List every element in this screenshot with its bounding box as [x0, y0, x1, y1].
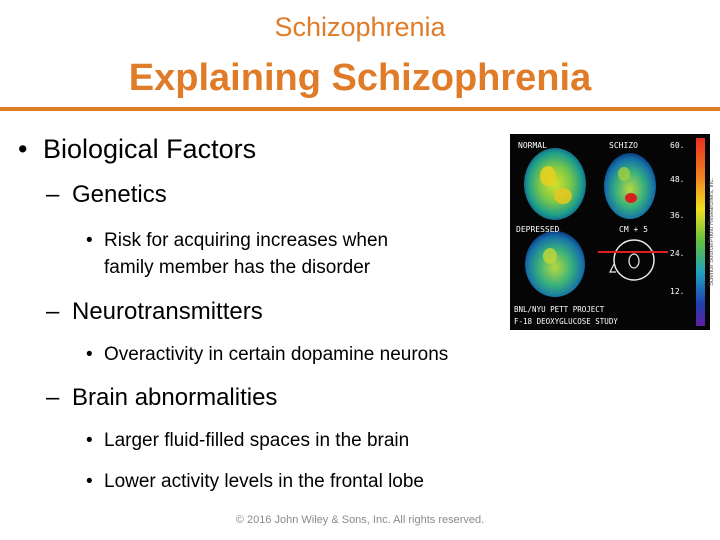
color-scale-bar — [696, 138, 705, 326]
brain-scan-schizo — [604, 153, 656, 219]
activity-spot — [543, 248, 557, 264]
activity-spot — [618, 167, 630, 181]
project-line-2: F-18 DEOXYGLUCOSE STUDY — [514, 317, 618, 326]
dash-marker: – — [46, 298, 60, 325]
bullet-biological-factors: Biological Factors — [43, 134, 257, 164]
genetics-point-line1: Risk for acquiring increases when — [104, 230, 389, 251]
sub-bullet-brain-abnormalities: Brain abnormalities — [72, 384, 278, 411]
neuro-point: Overactivity in certain dopamine neurons — [104, 344, 449, 365]
copyright-footer: © 2016 John Wiley & Sons, Inc. All rights reserved. — [235, 514, 485, 526]
slide-subtitle: Schizophrenia — [274, 12, 446, 42]
activity-spot — [554, 188, 572, 204]
label-normal: NORMAL — [518, 141, 547, 150]
title-underline — [0, 107, 720, 111]
slide-title: Explaining Schizophrenia — [128, 57, 592, 99]
brain-point-2: Lower activity levels in the frontal lobe — [104, 471, 424, 492]
genetics-point-line2: family member has the disorder — [104, 257, 371, 278]
activity-spot — [540, 166, 556, 186]
ear-outline-icon — [629, 254, 639, 268]
pet-scan-graphic — [510, 134, 710, 330]
bullet-marker: • — [86, 471, 93, 492]
dash-marker: – — [46, 181, 60, 208]
brain-scan-normal — [524, 148, 586, 220]
head-outline-icon — [614, 240, 654, 280]
sub-bullet-neurotransmitters: Neurotransmitters — [72, 298, 263, 325]
label-schizo: SCHIZO — [609, 141, 638, 150]
brain-scan-depressed — [525, 231, 585, 297]
image-credit: Science Source/Photo Researchers, Inc. — [709, 177, 715, 287]
label-depressed: DEPRESSED — [516, 225, 560, 234]
bullet-marker: • — [86, 344, 93, 365]
brain-point-1: Larger fluid-filled spaces in the brain — [104, 430, 410, 451]
scale-tick-label: 24. — [670, 249, 685, 258]
scale-tick-label: 36. — [670, 211, 685, 220]
bullet-marker: • — [18, 134, 28, 164]
label-cm: CM + 5 — [619, 225, 648, 234]
project-line-1: BNL/NYU PETT PROJECT — [514, 305, 605, 314]
scale-tick-label: 48. — [670, 175, 685, 184]
pet-scan-image — [510, 134, 710, 330]
activity-spot-red — [625, 193, 637, 203]
bullet-marker: • — [86, 430, 93, 451]
sub-bullet-genetics: Genetics — [72, 181, 167, 208]
bullet-marker: • — [86, 230, 93, 251]
scale-tick-label: 60. — [670, 141, 685, 150]
dash-marker: – — [46, 384, 60, 411]
scale-tick-label: 12. — [670, 287, 685, 296]
